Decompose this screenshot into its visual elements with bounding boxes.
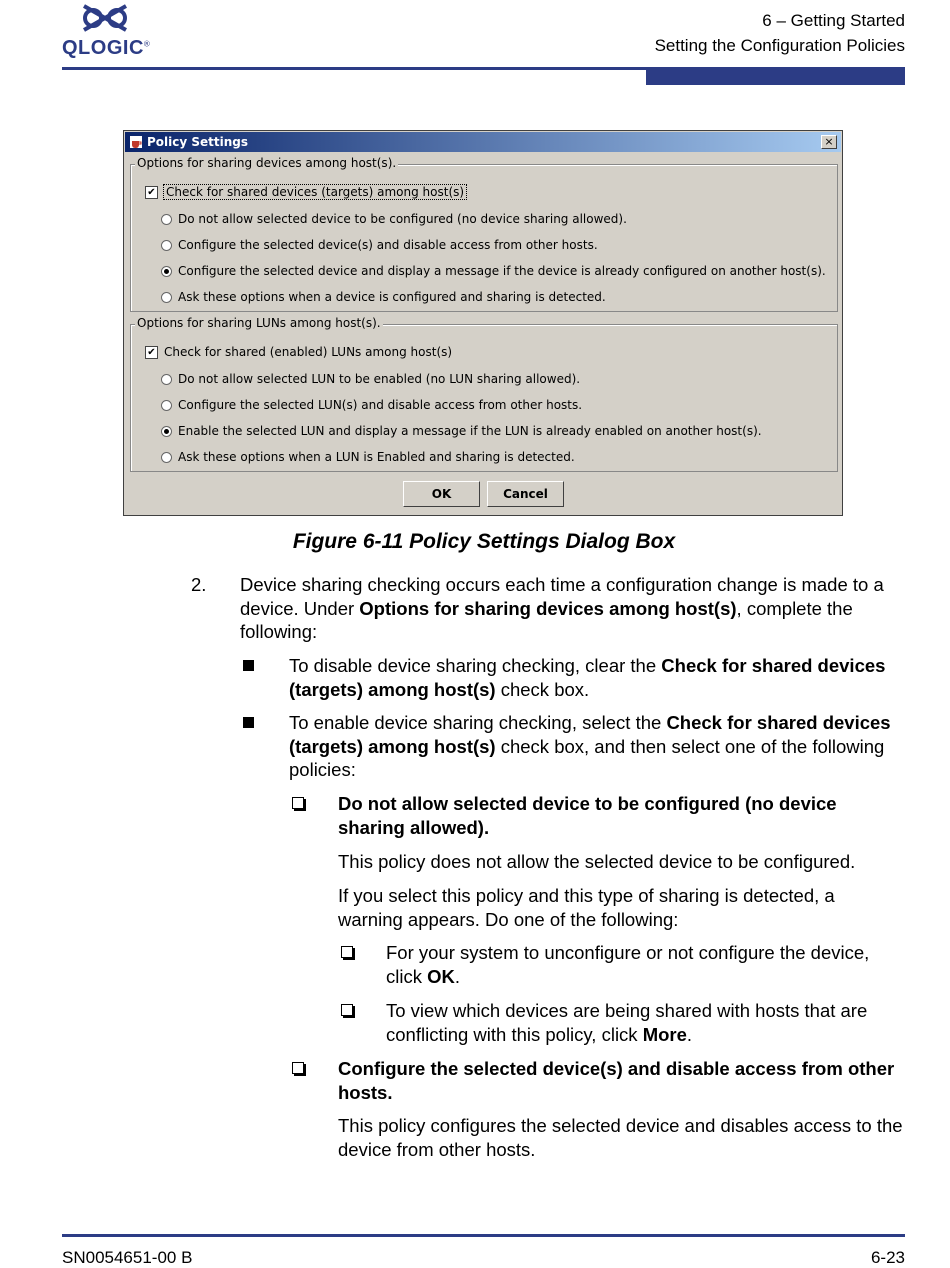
check-shared-devices-label: Check for shared devices (targets) among host(s) (166, 185, 465, 199)
lun-option-disable-others[interactable] (161, 398, 582, 412)
step-paragraph (240, 573, 905, 644)
sub-item-bold: OK (427, 965, 455, 987)
checkbox-bullet-icon (341, 1004, 353, 1016)
radio-label: Configure the selected device and display a message if the device is already configured on another host(s). (178, 264, 826, 278)
policy-no-sharing-desc: This policy does not allow the selected device to be configured. (338, 851, 856, 872)
checkbox-bullet-icon (341, 946, 353, 958)
device-option-disable-others[interactable] (161, 238, 598, 252)
radio-selected-icon (161, 426, 172, 437)
step-intro-bold: Options for sharing devices among host(s) (359, 597, 737, 619)
section-title: Setting the Configuration Policies (654, 36, 905, 55)
radio-label: Ask these options when a device is configured and sharing is detected. (178, 290, 606, 304)
sub-item-click-more (386, 999, 908, 1046)
bullet-disable-checking (289, 654, 889, 701)
bullet-square-icon (243, 717, 254, 728)
dialog-title: Policy Settings (147, 135, 249, 149)
bullet-text: To enable device sharing checking, select the (289, 712, 667, 733)
bullet-text: To disable device sharing checking, clear the (289, 655, 662, 676)
sub-item-text-end: . (454, 965, 461, 987)
radio-label: Configure the selected device(s) and disable access from other hosts. (178, 238, 598, 252)
dialog-titlebar (125, 132, 841, 152)
check-shared-luns-label: Check for shared (enabled) LUNs among host(s) (164, 345, 453, 359)
bullet-bold: Check for shared devices (targets) among host(s) (289, 655, 886, 700)
bullet-enable-checking (289, 711, 894, 782)
qlogic-logo-icon (62, 4, 154, 38)
checkbox-bullet-icon (292, 1062, 304, 1074)
sub-item-text: To view which devices are being shared with hosts that are conflicting with this policy, click (386, 1000, 868, 1045)
policy-disable-others-title: Configure the selected device(s) and disable access from other hosts. (338, 1058, 895, 1103)
check-shared-devices[interactable] (145, 185, 466, 199)
radio-icon (161, 374, 172, 385)
radio-label: Ask these options when a LUN is Enabled and sharing is detected. (178, 450, 575, 464)
lun-option-ask[interactable] (161, 450, 575, 464)
policy-no-sharing-title: Do not allow selected device to be configured (no device sharing allowed). (338, 793, 837, 838)
radio-icon (161, 240, 172, 251)
qlogic-logo (62, 4, 154, 58)
lun-option-display-message[interactable] (161, 424, 762, 438)
doc-number: SN0054651-00 B (62, 1248, 193, 1267)
checkbox-bullet-icon (292, 797, 304, 809)
policy-disable-others-desc: This policy configures the selected device and disables access to the device from other hosts. (338, 1115, 903, 1160)
device-option-ask[interactable] (161, 290, 606, 304)
header-rule-block (646, 67, 905, 85)
bullet-square-icon (243, 660, 254, 671)
figure-caption: Figure 6-11 Policy Settings Dialog Box (292, 530, 676, 553)
cancel-button[interactable]: Cancel (487, 481, 564, 507)
sub-item-click-ok (386, 941, 908, 988)
radio-label: Enable the selected LUN and display a message if the LUN is already enabled on another host(s). (178, 424, 762, 438)
radio-icon (161, 452, 172, 463)
policy-no-sharing-warning: If you select this policy and this type of sharing is detected, a warning appears. Do one of the following: (338, 885, 835, 930)
device-option-no-sharing[interactable] (161, 212, 627, 226)
bullet-text-end: check box, and then select one of the following policies: (289, 735, 885, 780)
devices-group-legend: Options for sharing devices among host(s). (137, 156, 397, 170)
radio-label: Do not allow selected LUN to be enabled (no LUN sharing allowed). (178, 372, 581, 386)
checkbox-checked-icon: ✔ (145, 346, 158, 359)
chapter-title: 6 – Getting Started (762, 11, 905, 30)
step-intro-text: Device sharing checking occurs each time a configuration change is made to a device. Under (240, 574, 884, 619)
running-header (655, 8, 905, 58)
policy-settings-dialog (123, 130, 843, 516)
lun-option-no-sharing[interactable] (161, 372, 580, 386)
radio-selected-icon (161, 266, 172, 277)
radio-icon (161, 214, 172, 225)
devices-sharing-group (130, 156, 838, 312)
ok-button[interactable]: OK (403, 481, 480, 507)
step-intro-text-end: , complete the following: (240, 597, 853, 642)
check-shared-luns[interactable] (145, 345, 452, 359)
page-number: 6-23 (870, 1248, 905, 1267)
logo-text: QLOGIC® (62, 37, 151, 59)
sub-item-bold: More (642, 1023, 687, 1045)
bullet-bold: Check for shared devices (targets) among host(s) (289, 712, 891, 757)
java-cup-icon (129, 135, 143, 149)
radio-icon (161, 292, 172, 303)
close-icon[interactable]: × (821, 135, 837, 149)
step-number: 2. (191, 574, 207, 595)
luns-group-legend: Options for sharing LUNs among host(s). (137, 316, 381, 330)
device-option-display-message[interactable] (161, 264, 826, 278)
luns-sharing-group (130, 316, 838, 472)
bullet-text-end: check box. (495, 678, 590, 700)
radio-icon (161, 400, 172, 411)
footer-rule (62, 1234, 905, 1237)
sub-item-text-end: . (686, 1023, 693, 1045)
sub-item-text: For your system to unconfigure or not configure the device, click (386, 942, 870, 987)
checkbox-checked-icon: ✔ (145, 186, 158, 199)
radio-label: Configure the selected LUN(s) and disable access from other hosts. (178, 398, 583, 412)
radio-label: Do not allow selected device to be configured (no device sharing allowed). (178, 212, 627, 226)
